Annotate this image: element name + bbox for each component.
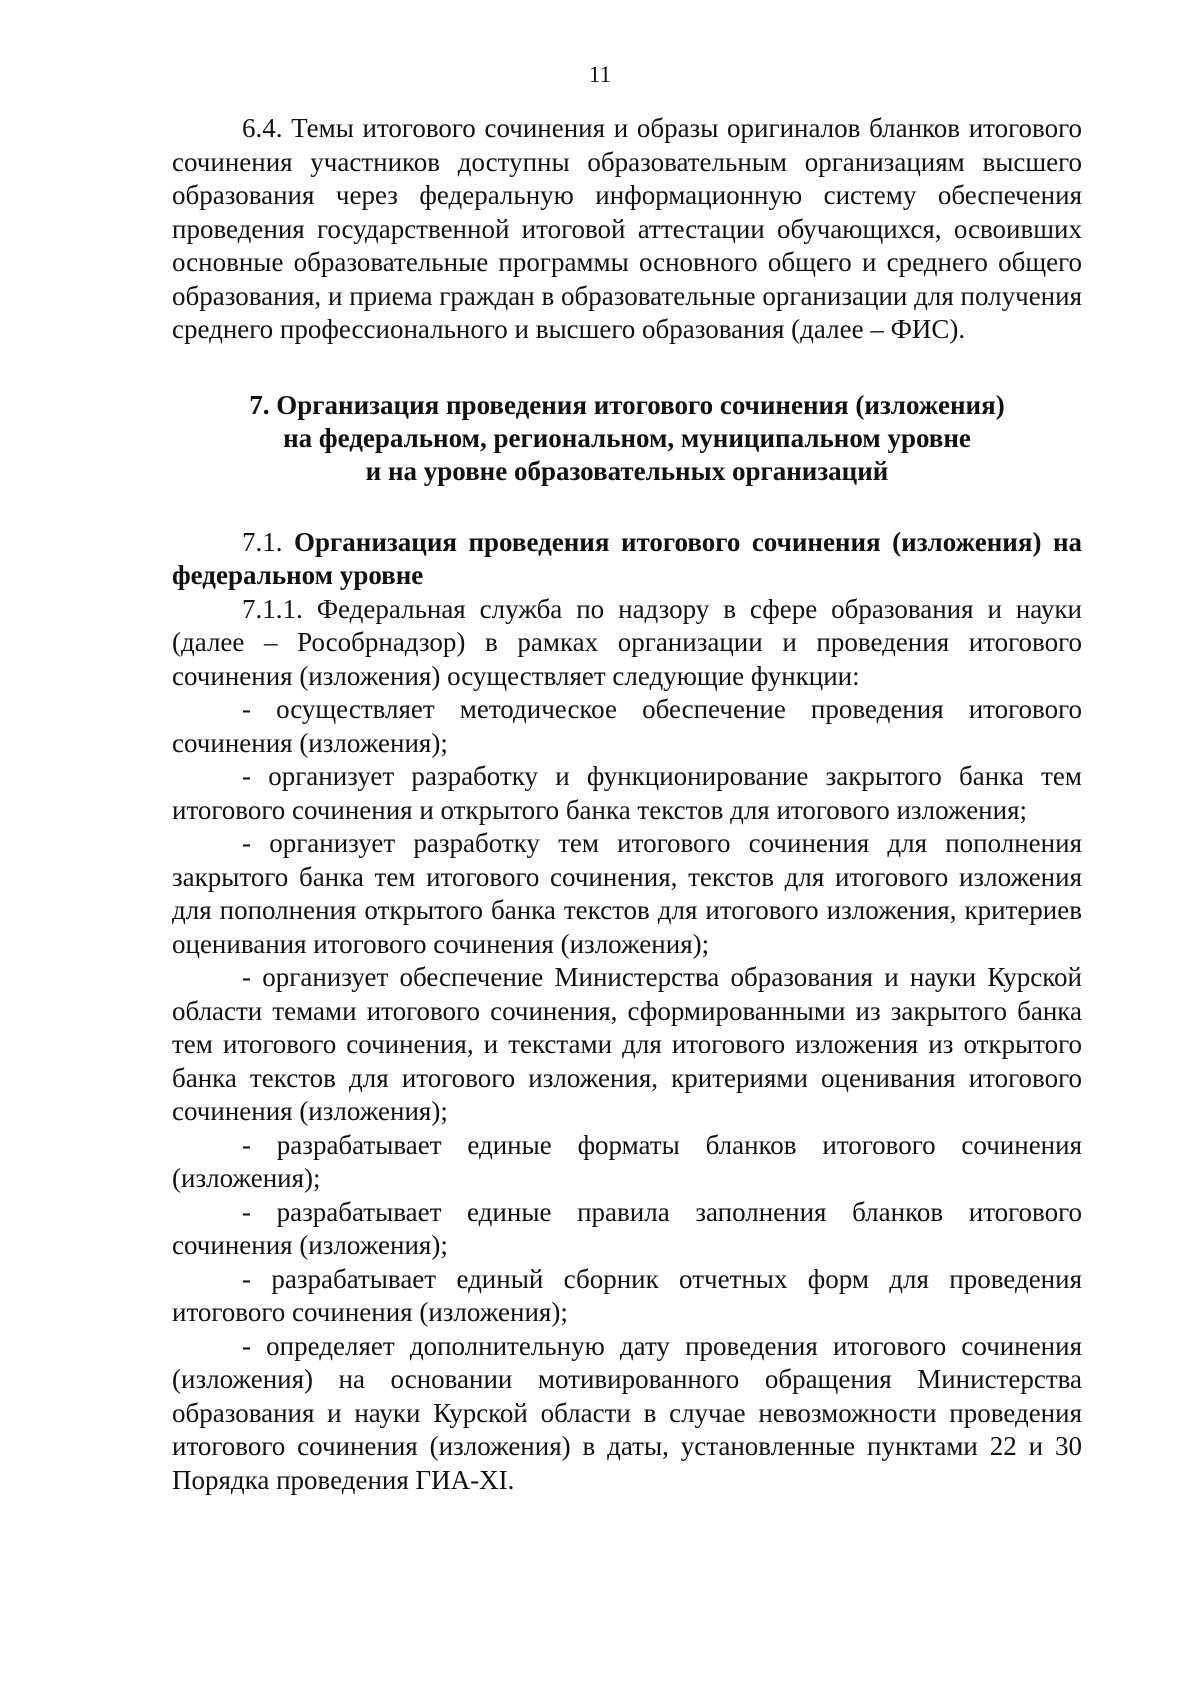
document-body (172, 112, 1082, 1497)
section-7-heading-line-2: на федеральном, региональном, муниципальном уровне (283, 422, 971, 453)
function-item: - определяет дополнительную дату проведения итогового сочинения (изложения) на основании мотивированного обращения Министерства образования и науки Курской области в случае невозможности проведения итогового сочинения (изложения) в даты, установленные пунктами 22 и 30 Порядка проведения ГИА-XI. (172, 1330, 1082, 1495)
section-7-heading (172, 389, 1082, 488)
function-item: - организует разработку тем итогового сочинения для пополнения закрытого банка тем итогового сочинения, текстов для итогового изложения для пополнения открытого банка текстов для итогового изложения, критериев оценивания итогового сочинения (изложения); (172, 828, 1082, 959)
paragraph-6-4: 6.4. Темы итогового сочинения и образы оригиналов бланков итогового сочинения участников доступны образовательным организациям высшего образования через федеральную информационную систему обеспечения проведения государственной итоговой аттестации обучающихся, освоивших основные образовательные программы основного общего и среднего общего образования, и приема граждан в образовательные организации для получения среднего профессионального и высшего образования (далее – ФИС). (172, 113, 1082, 344)
section-7-heading-line-1: 7. Организация проведения итогового сочинения (изложения) (249, 389, 1005, 420)
subsection-7-1-title: Организация проведения итогового сочинения (изложения) на федеральном уровне (172, 526, 1083, 590)
function-item: - разрабатывает единые форматы бланков итогового сочинения (изложения); (172, 1129, 1082, 1193)
function-item: - организует обеспечение Министерства образования и науки Курской области темами итогового сочинения, сформированными из закрытого банка тем итогового сочинения, и текстами для итогового изложения из открытого банка текстов для итогового изложения, критериями оценивания итогового сочинения (изложения); (172, 962, 1082, 1126)
page-number: 11 (588, 62, 612, 87)
function-item: - осуществляет методическое обеспечение проведения итогового сочинения (изложения); (172, 694, 1082, 758)
function-item: - разрабатывает единый сборник отчетных форм для проведения итогового сочинения (изложения); (172, 1263, 1082, 1327)
function-item: - разрабатывает единые правила заполнения бланков итогового сочинения (изложения); (172, 1196, 1082, 1260)
function-item: - организует разработку и функционирование закрытого банка тем итогового сочинения и открытого банка текстов для итогового изложения; (172, 761, 1082, 825)
subsection-7-1-number: 7.1. (242, 526, 295, 557)
subsection-7-1-heading (172, 526, 1082, 593)
section-7-heading-line-3: и на уровне образовательных организаций (365, 455, 889, 486)
paragraph-7-1-1: 7.1.1. Федеральная служба по надзору в сфере образования и науки (далее – Рособрнадзор) в рамках организации и проведения итогового сочинения (изложения) осуществляет следующие функции: (172, 593, 1082, 691)
